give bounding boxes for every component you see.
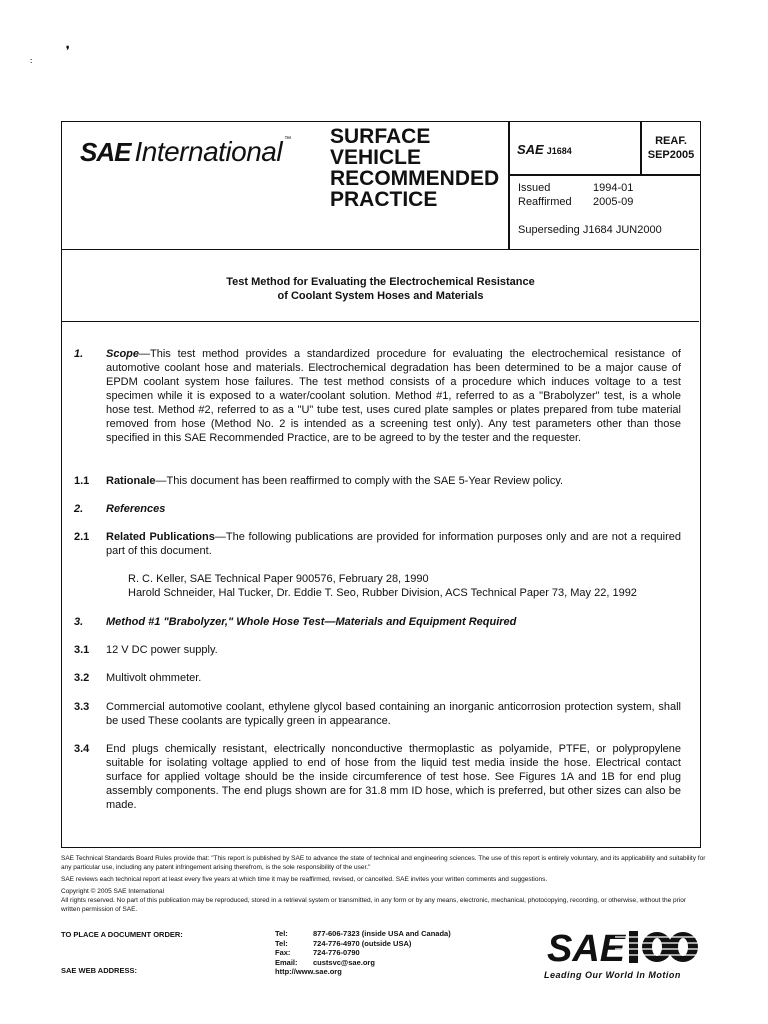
contact-key: Tel: <box>275 938 288 948</box>
document-number <box>517 142 572 157</box>
section-text <box>106 530 681 558</box>
doc-type-line: VEHICLE <box>330 146 422 169</box>
title-line: of Coolant System Hoses and Materials <box>277 290 484 302</box>
divider <box>508 122 510 249</box>
section-body: —The following publications are provided for information purposes only and are not a required part of this document. <box>106 531 681 557</box>
sae-international-logo <box>80 136 291 168</box>
issue-dates <box>518 181 633 209</box>
doc-type-line: RECOMMENDED <box>330 167 500 190</box>
section-number: 3.1 <box>74 644 90 656</box>
web-url-link[interactable]: http://www.sae.org <box>275 967 342 976</box>
logo-wordmark: International <box>134 136 283 167</box>
web-address-label: SAE WEB ADDRESS: <box>61 966 137 975</box>
legal-footer <box>61 854 706 917</box>
divider <box>640 122 642 174</box>
contact-value: 724-776-4970 (outside USA) <box>313 938 412 948</box>
section-body: —This document has been reaffirmed to comply with the SAE 5-Year Review policy. <box>155 475 564 487</box>
contact-row <box>275 948 451 958</box>
section-number: 3.4 <box>74 743 90 755</box>
section-label: References <box>106 503 166 515</box>
contact-row <box>275 958 451 968</box>
divider <box>508 174 700 176</box>
section-text: Multivolt ohmmeter. <box>106 672 202 684</box>
contact-list <box>275 929 451 977</box>
sae-small-logo: SAE <box>517 142 544 157</box>
reaffirmed-label: Reaffirmed <box>518 196 572 208</box>
contact-value: 724-776-0790 <box>313 948 360 957</box>
section-number: 3. <box>74 616 84 628</box>
section-text: End plugs chemically resistant, electrically nonconductive thermoplastic as polyamide, PTFE, or polypropylene suitable for isolating voltage applied to end of hose from the liquid test media inside the hose. Electrical contact surface for applied voltage should be the inside circumference of test hose. See Figures 1A and 1B for end plug assembly components. The end plugs shown are for 31.8 mm ID hose, which is preferred, but other sizes can also be made. <box>106 743 681 811</box>
section-number: 2. <box>74 503 84 515</box>
logo-mark: SAE <box>80 137 131 167</box>
section-text: Commercial automotive coolant, ethylene glycol based containing an inorganic anticorrosion protection system, shall be used These coolants are typically green in appearance. <box>106 701 681 727</box>
reaf-date: SEP2005 <box>647 149 695 161</box>
superseding-note: Superseding J1684 JUN2000 <box>518 224 662 236</box>
contact-value: custsvc@sae.org <box>313 957 375 967</box>
document-type <box>330 126 510 210</box>
contact-value: 877-606-7323 (inside USA and Canada) <box>313 929 451 938</box>
section-body: —This test method provides a standardized procedure for evaluating the electrochemical resistance of automotive coolant hose and materials. Electrochemical degradation has been determined to be a major cause of EPDM coolant system hose failures. The test method consists of a procedure which induces voltage to a test specimen while it is exposed to a water/coolant solution. Method #1, referred to as a "Brabolyzer" test, is a whole hose test. Method #2, referred to as a "U" tube test, uses cured plate samples or plates prepared from tube material removed from hose (Method No. 2 is intended as a screening test only). Any test parameters other than those specified in this SAE Recommended Practice, are to be agreed to by the tester and the requester. <box>106 348 681 444</box>
svg-text:SAE: SAE <box>547 928 626 969</box>
section-number: 1.1 <box>74 475 90 487</box>
footer-review-text: SAE reviews each technical report at least every five years at which time it may be reaffirmed, revised, or cancelled. SAE invites your written comments and suggestions. <box>61 876 548 883</box>
trademark-symbol: ™ <box>284 136 292 143</box>
reference-item: Harold Schneider, Hal Tucker, Dr. Eddie T. Seo, Rubber Division, ACS Technical Paper 73, May 22, 1992 <box>128 587 637 599</box>
doc-number-text: J1684 <box>546 146 572 156</box>
section-label: Method #1 "Brabolyzer," Whole Hose Test—Materials and Equipment Required <box>106 616 517 628</box>
section-text <box>106 615 681 629</box>
reaffirmed-value: 2005-09 <box>593 196 634 208</box>
rights-text: All rights reserved. No part of this publication may be reproduced, stored in a retrieval system or transmitted, in any form or by any means, electronic, mechanical, photocopying, recording, or otherwise, without the prior written permission of SAE. <box>61 897 687 913</box>
section-number: 2.1 <box>74 531 90 543</box>
scan-speck: ❜ <box>66 45 70 57</box>
title-box <box>62 249 699 322</box>
section-number: 1. <box>74 348 84 360</box>
contact-key: Email: <box>275 957 298 967</box>
contact-key: Tel: <box>275 929 288 938</box>
contact-row <box>275 929 451 939</box>
issued-value: 1994-01 <box>593 182 634 194</box>
copyright-line: Copyright © 2005 SAE International <box>61 888 165 895</box>
section-text <box>106 502 681 516</box>
sae-100-logo <box>545 923 700 969</box>
reference-item: R. C. Keller, SAE Technical Paper 900576, February 28, 1990 <box>128 573 429 585</box>
title-line: Test Method for Evaluating the Electrochemical Resistance <box>226 276 535 288</box>
section-text <box>106 347 681 445</box>
document-title <box>62 275 699 303</box>
doc-type-line: SURFACE <box>330 125 431 148</box>
section-number: 3.3 <box>74 701 90 713</box>
section-text: 12 V DC power supply. <box>106 644 218 656</box>
document-header <box>62 122 699 250</box>
section-label: Scope <box>106 348 140 360</box>
section-text <box>106 474 681 488</box>
reaf-label: REAF. <box>655 135 687 147</box>
contact-row <box>275 939 451 949</box>
doc-type-line: PRACTICE <box>330 188 438 211</box>
document-frame <box>61 121 701 848</box>
section-number: 3.2 <box>74 672 90 684</box>
scan-speck: : <box>30 58 33 65</box>
order-label: TO PLACE A DOCUMENT ORDER: <box>61 930 183 939</box>
sae-tagline: Leading Our World In Motion <box>544 970 681 980</box>
issued-label: Issued <box>518 182 551 194</box>
section-label: Rationale <box>106 475 156 487</box>
footer-rules-text: SAE Technical Standards Board Rules provide that: "This report is published by SAE to advance the state of technical and engineering sciences. The use of this report is entirely voluntary, and its applicability and suitability for any particular use, including any patent infringement arising therefrom, is the sole responsibility of the user." <box>61 855 706 871</box>
section-label: Related Publications <box>106 531 215 543</box>
reaffirm-stamp <box>644 134 698 162</box>
contact-key: Fax: <box>275 948 291 957</box>
